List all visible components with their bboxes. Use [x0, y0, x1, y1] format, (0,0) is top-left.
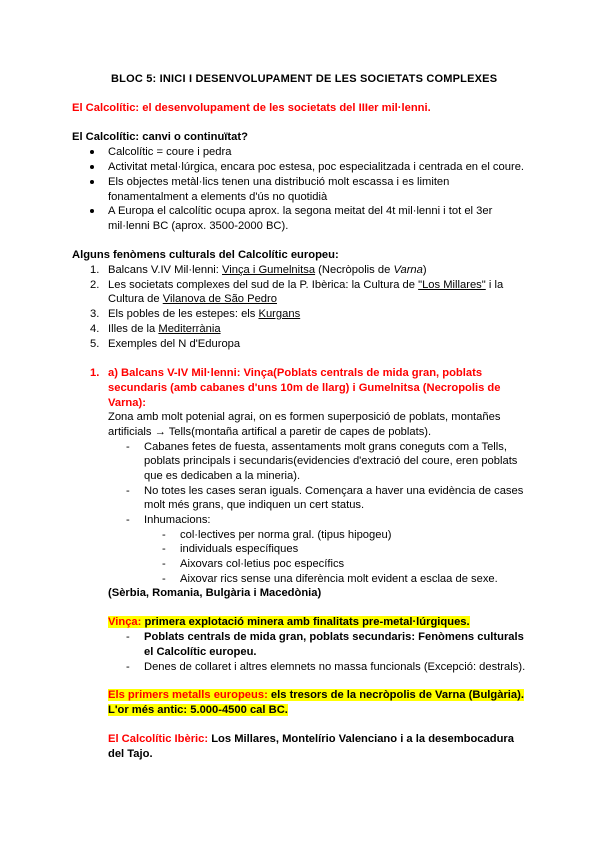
list-number: 5. — [90, 338, 100, 350]
list-item — [108, 278, 503, 292]
list-item: A Europa el calcolític ocupa aprox. la segona meitat del 4t mil·lenni i tot el 3er — [108, 205, 493, 217]
link-vinca[interactable]: Vinça i Gumelnitsa — [222, 264, 316, 276]
list-item-continued: fonamentalment a elements d'ús no quotidià — [108, 191, 328, 203]
dash-marker: - — [162, 543, 166, 555]
link-los-millares[interactable]: "Los Millares" — [418, 279, 486, 291]
highlight-text: els tresors de la necròpolis de Varna (Bulgària). — [267, 689, 524, 701]
sub-list-item: Aixovar rics sense una diferència molt evident a esclaa de sexe. — [180, 573, 498, 585]
list-item: Calcolític = coure i pedra — [108, 146, 232, 158]
dash-marker: - — [126, 441, 130, 453]
list-number: 1. — [90, 367, 100, 379]
paragraph-continued: artificials → Tells(montaña artifical a paretir de capes de poblats). — [108, 426, 432, 438]
item-text: (Necròpolis de — [315, 264, 394, 276]
item-text: ) — [422, 264, 427, 276]
highlight-red-label: Els primers metalls europeus: — [108, 689, 268, 701]
list-item-continued: el Calcolític europeu. — [144, 646, 257, 658]
list-item-continued: mil·lenni BC (aprox. 3500-2000 BC). — [108, 220, 289, 232]
bullet-icon — [90, 209, 94, 213]
list-item-continued: que es dedicaben a la mineria). — [144, 470, 301, 482]
bullet-icon — [90, 165, 94, 169]
dash-marker: - — [162, 558, 166, 570]
list-number: 2. — [90, 279, 100, 291]
highlight-text: L'or més antic: 5.000-4500 cal BC. — [108, 704, 288, 716]
sub-list-item: col·lectives per norma gral. (tipus hipogeu) — [180, 529, 392, 541]
link-vilanova[interactable]: Vilanova de São Pedro — [162, 293, 277, 305]
dash-marker: - — [126, 631, 130, 643]
list-item-continued — [108, 292, 277, 306]
list-item — [108, 322, 221, 336]
section3-heading-line2: secundaris (amb cabanes d'uns 10m de llarg) i Gumelnitsa (Necropolis de — [108, 382, 501, 394]
list-item: Denes de collaret i altres elemnets no massa funcionals (Excepció: destrals). — [144, 661, 526, 673]
highlight-red-label: Vinça: — [108, 616, 142, 628]
iberic-heading — [108, 732, 514, 746]
section2-heading: Alguns fenòmens culturals del Calcolític europeu: — [72, 249, 339, 261]
section3-heading-line3: Varna): — [108, 397, 146, 409]
list-number: 3. — [90, 308, 100, 320]
list-number: 1. — [90, 264, 100, 276]
list-item: No totes les cases seran iguals. Començara a haver una evidència de cases — [144, 485, 524, 497]
list-item: Cabanes fetes de fuesta, assentaments molt grans coneguts com a Tells, — [144, 441, 507, 453]
dash-marker: - — [126, 485, 130, 497]
list-item: Inhumacions: — [144, 514, 211, 526]
item-text: Les societats complexes del sud de la P. Ibèrica: la Cultura de — [108, 279, 419, 291]
item-text: Illes de la — [108, 323, 159, 335]
link-mediterrania[interactable]: Mediterrània — [158, 323, 221, 335]
item-text: Balcans V.IV Mil·lenni: — [108, 264, 222, 276]
dash-marker: - — [126, 514, 130, 526]
list-item — [108, 307, 300, 321]
section3-heading: a) Balcans V-IV Mil·lenni: Vinça(Poblats centrals de mida gran, poblats — [108, 367, 483, 379]
item-text-italic: Varna — [393, 264, 423, 276]
link-kurgans[interactable]: Kurgans — [258, 308, 301, 320]
item-text: i la — [485, 279, 504, 291]
highlight-text: primera explotació minera amb finalitats pre-metal·lúrgiques. — [141, 616, 470, 628]
countries-note: (Sèrbia, Romania, Bulgària i Macedònia) — [108, 587, 322, 599]
red-label: El Calcolític Ibèric: — [108, 733, 209, 745]
item-text: Els pobles de les estepes: els — [108, 308, 259, 320]
section1-heading: El Calcolític: canvi o continuïtat? — [72, 131, 248, 143]
list-item: Els objectes metàl·lics tenen una distribució molt escassa i es limiten — [108, 176, 450, 188]
iberic-line2: del Tajo. — [108, 748, 153, 760]
item-text: Cultura de — [108, 293, 163, 305]
sub-list-item: Aixovars col·letius poc específics — [180, 558, 345, 570]
bullet-icon — [90, 180, 94, 184]
item-text: Los Millares, Montelírio Valenciano i a la desembocadura — [208, 733, 514, 745]
dash-marker: - — [162, 529, 166, 541]
vinca-heading — [108, 615, 470, 629]
page-title: BLOC 5: INICI I DESENVOLUPAMENT DE LES SOCIETATS COMPLEXES — [111, 73, 498, 85]
list-item: Poblats centrals de mida gran, poblats secundaris: Fenòmens culturals — [144, 631, 524, 643]
list-item-continued: molt més grans, que indiquen un cert status. — [144, 499, 365, 511]
list-item-continued: poblats principals i secundaris(evidencies d'extració del coure, eren poblats — [144, 455, 518, 467]
list-item: Activitat metal·lúrgica, encara poc estesa, poc especialitzada i centrada en el coure. — [108, 161, 525, 173]
dash-marker: - — [126, 661, 130, 673]
sub-list-item: individuals específiques — [180, 543, 299, 555]
bullet-icon — [90, 150, 94, 154]
dash-marker: - — [162, 573, 166, 585]
subtitle: El Calcolític: el desenvolupament de les societats del IIIer mil·lenni. — [72, 102, 431, 114]
list-item — [108, 263, 427, 277]
metals-line2 — [108, 703, 288, 717]
list-item: Exemples del N d'Eduropa — [108, 338, 241, 350]
list-number: 4. — [90, 323, 100, 335]
paragraph: Zona amb molt potenial agrai, on es formen superposició de poblats, montañes — [108, 411, 501, 423]
metals-heading — [108, 688, 524, 702]
